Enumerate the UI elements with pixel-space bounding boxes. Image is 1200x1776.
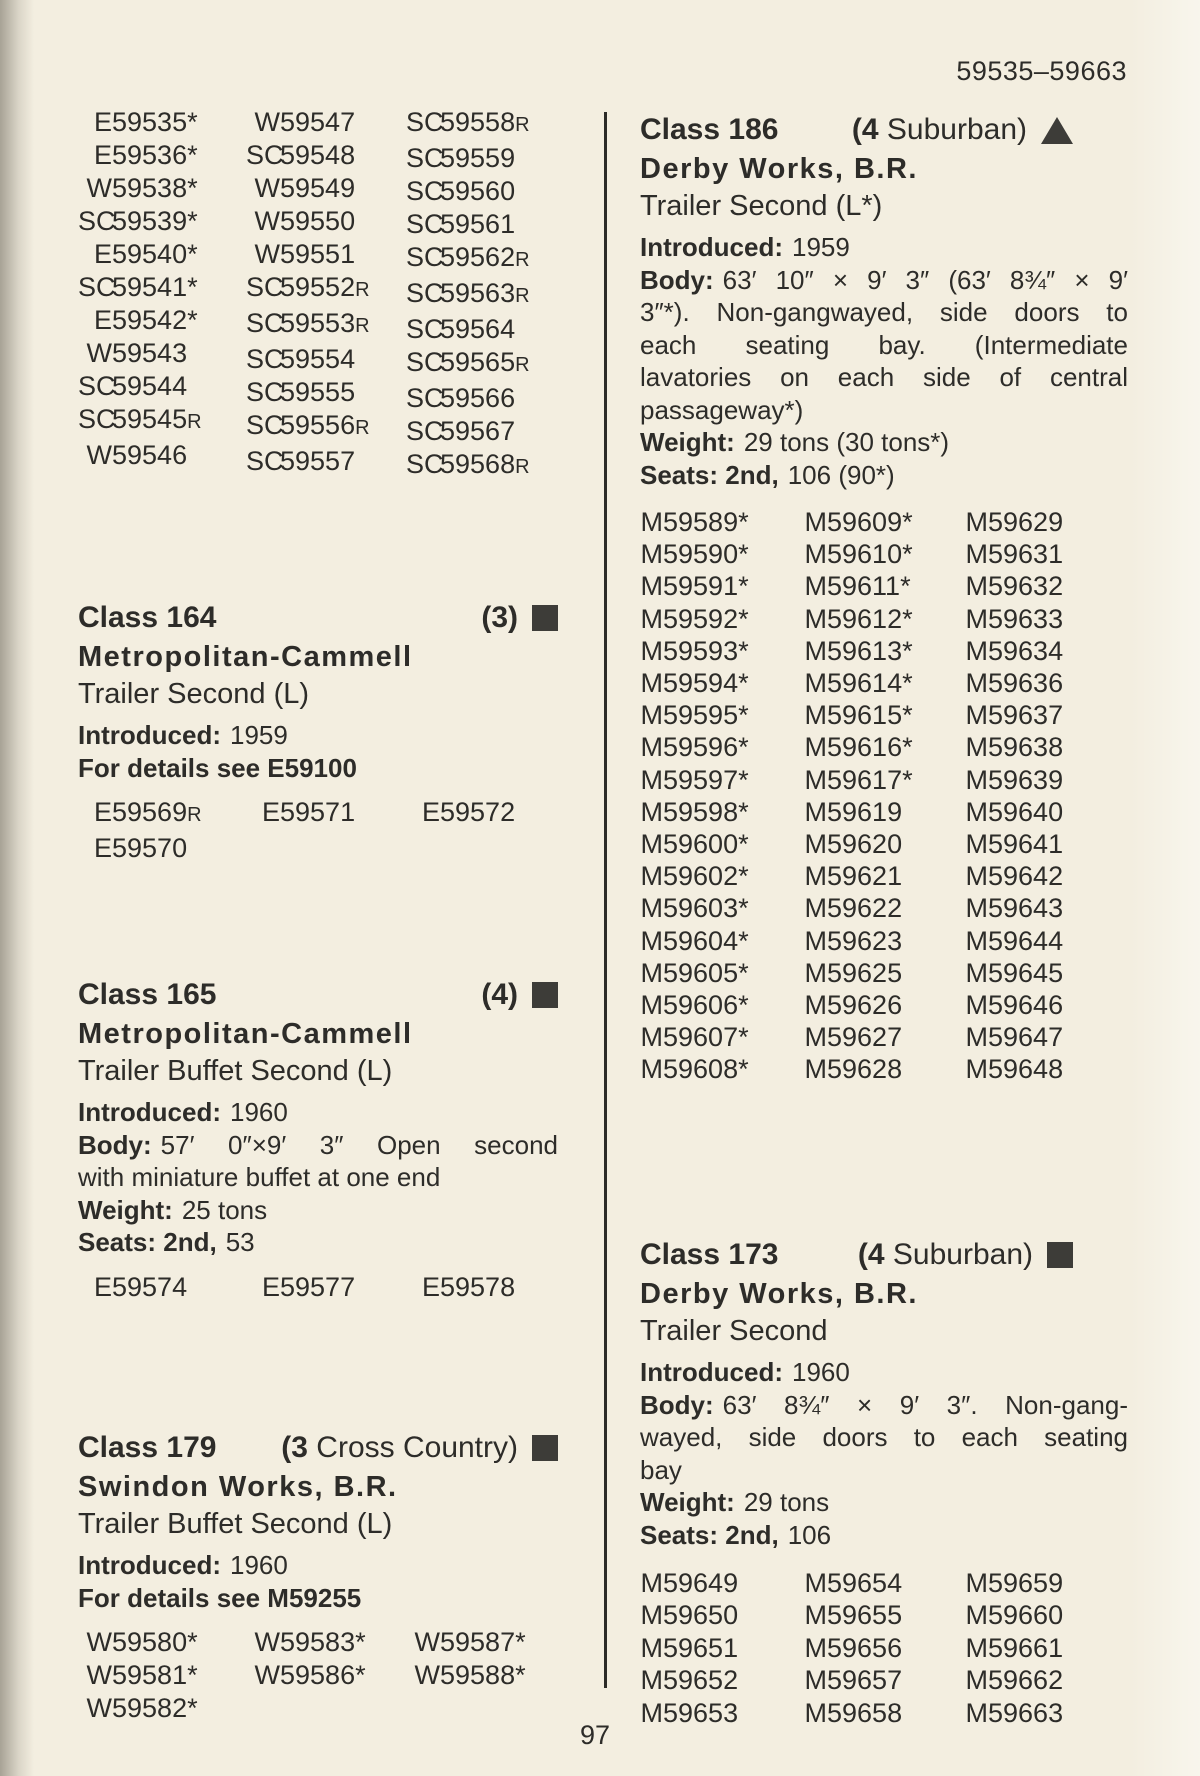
- fleet-number: M59592*: [640, 603, 749, 634]
- class-165-section: [78, 975, 558, 1304]
- fleet-number: M59663: [965, 1697, 1064, 1728]
- class-title: Class 165: [78, 978, 217, 1011]
- fleet-number: SC59548: [246, 140, 356, 170]
- fleet-number: M59639: [965, 764, 1064, 795]
- fleet-number: SC59552R: [246, 272, 370, 302]
- class-heading: [640, 1235, 1128, 1275]
- fleet-number: M59641: [965, 829, 1064, 860]
- fleet-number: M59606*: [640, 990, 749, 1021]
- builder-name: Metropolitan-Cammell: [78, 1018, 413, 1050]
- number-column: [78, 106, 246, 484]
- fleet-number: M59621: [804, 861, 903, 892]
- fleet-number: M59595*: [640, 700, 749, 731]
- fleet-number: M59646: [965, 990, 1064, 1021]
- fleet-number: M59589*: [640, 507, 749, 537]
- fleet-number: M59622: [804, 893, 903, 924]
- class-heading: [640, 110, 1128, 150]
- class-details: [78, 1549, 558, 1614]
- detail-line: For details see M59255: [78, 1582, 362, 1613]
- fleet-number: SC59545R: [78, 404, 202, 434]
- fleet-number: M59600*: [640, 829, 749, 860]
- fleet-number: W59538*: [86, 173, 198, 203]
- fleet-number: M59647: [965, 1022, 1064, 1053]
- class-count: (4 Suburban): [857, 1238, 1033, 1271]
- fleet-number: M59597*: [640, 764, 749, 795]
- fleet-number: M59648: [965, 1054, 1064, 1085]
- builder-name: Swindon Works, B.R.: [78, 1471, 398, 1503]
- fleet-number: M59656: [804, 1632, 903, 1663]
- fleet-number: SC59560: [406, 176, 516, 206]
- fleet-number: M59593*: [640, 635, 749, 666]
- detail-line: each seating bay. (Intermediate: [640, 329, 1128, 360]
- filled-triangle-icon: [1041, 117, 1073, 144]
- class-count: (4 Suburban): [851, 113, 1027, 146]
- vehicle-type: Trailer Second (L*): [640, 190, 883, 222]
- fleet-number: E59577: [261, 1271, 356, 1302]
- detail-line: Introduced: 1960: [78, 1550, 288, 1580]
- class-heading: [78, 598, 558, 638]
- vehicle-type: Trailer Second (L): [78, 678, 310, 710]
- fleet-number-table: [78, 1271, 558, 1304]
- fleet-number: M59637: [965, 700, 1064, 731]
- detail-line: Weight: 25 tons: [78, 1194, 268, 1225]
- fleet-number: M59649: [640, 1568, 739, 1598]
- fleet-number: SC59561: [406, 209, 516, 239]
- fleet-number: M59613*: [804, 635, 913, 666]
- fleet-number: M59629: [965, 507, 1064, 537]
- number-column: [246, 796, 406, 865]
- class-173-section: [640, 1235, 1128, 1729]
- detail-line: wayed, side doors to each seating: [640, 1422, 1128, 1452]
- fleet-number: W59550: [254, 206, 356, 236]
- detail-line: Seats: 2nd, 53: [78, 1227, 255, 1257]
- fleet-number: W59551: [254, 239, 356, 269]
- fleet-number: M59631: [965, 539, 1064, 570]
- class-heading: [78, 975, 558, 1015]
- fleet-number: W59586*: [254, 1660, 366, 1690]
- number-column: [799, 506, 960, 1086]
- number-column: [246, 106, 406, 484]
- fleet-number: SC59556R: [246, 410, 370, 440]
- detail-line: Introduced: 1960: [78, 1097, 288, 1127]
- detail-line: 3″*). Non-gangwayed, side doors to: [640, 297, 1128, 327]
- detail-line: passageway*): [640, 394, 804, 425]
- builder-name: Derby Works, B.R.: [640, 1278, 918, 1310]
- fleet-number: M59660: [965, 1600, 1064, 1631]
- fleet-number: M59632: [965, 571, 1064, 602]
- fleet-number: M59611*: [804, 571, 911, 602]
- running-head-number-range: 59535–59663: [956, 56, 1127, 86]
- number-column: [78, 796, 246, 865]
- fleet-number-table: [635, 506, 1105, 1086]
- fleet-number-table: [78, 1626, 558, 1725]
- detail-line: bay: [640, 1454, 682, 1485]
- fleet-number: M59596*: [640, 732, 749, 763]
- fleet-number: SC59559: [406, 143, 516, 173]
- fleet-number: M59609*: [804, 507, 913, 537]
- fleet-number: M59590*: [640, 539, 749, 570]
- fleet-number: W59583*: [254, 1627, 366, 1657]
- class-count: (3): [481, 601, 518, 634]
- fleet-number: M59591*: [640, 571, 749, 602]
- class-count: (3 Cross Country): [281, 1431, 518, 1464]
- fleet-number: E59536*: [93, 140, 198, 170]
- vehicle-type: Trailer Second: [640, 1315, 828, 1347]
- number-column: [799, 1567, 960, 1729]
- fleet-number: M59628: [804, 1054, 903, 1085]
- fleet-number: M59662: [965, 1665, 1064, 1696]
- fleet-number: M59652: [640, 1665, 739, 1696]
- detail-line: Weight: 29 tons: [640, 1487, 830, 1517]
- fleet-number: M59605*: [640, 957, 749, 988]
- filled-square-icon: [532, 982, 558, 1008]
- detail-line: Body: 57′ 0″×9′ 3″ Open second: [78, 1129, 558, 1160]
- fleet-number: SC59563R: [406, 278, 530, 308]
- detail-line: Weight: 29 tons (30 tons*): [640, 427, 950, 457]
- column-divider-rule: [604, 112, 607, 1688]
- fleet-number: M59615*: [804, 700, 913, 731]
- fleet-number: W59543: [86, 338, 188, 368]
- builder-name: Derby Works, B.R.: [640, 153, 918, 185]
- fleet-number: E59578: [421, 1271, 516, 1302]
- number-column: [960, 506, 1105, 1086]
- fleet-number: SC59541*: [78, 272, 198, 302]
- class-title: Class 164: [78, 601, 217, 634]
- fleet-number: SC59567: [406, 416, 516, 446]
- number-column: [78, 1271, 246, 1304]
- detail-line: Body: 63′ 8¾″ × 9′ 3″. Non-gang-: [640, 1389, 1128, 1420]
- fleet-number: E59569R: [93, 797, 202, 827]
- fleet-number: M59626: [804, 990, 903, 1021]
- fleet-number: M59625: [804, 957, 903, 988]
- fleet-number: M59650: [640, 1600, 739, 1631]
- fleet-number: M59620: [804, 829, 903, 860]
- vehicle-type: Trailer Buffet Second (L): [78, 1055, 393, 1087]
- fleet-number: M59594*: [640, 668, 749, 699]
- fleet-number: M59610*: [804, 539, 913, 570]
- fleet-number: SC59558R: [406, 107, 530, 137]
- fleet-number: M59617*: [804, 764, 913, 795]
- binding-gutter-shadow: [0, 0, 34, 1776]
- page-edge-highlight: [1130, 0, 1200, 1776]
- fleet-number: M59608*: [640, 1054, 749, 1085]
- detail-line: with miniature buffet at one end: [78, 1162, 441, 1192]
- fleet-number: SC59555: [246, 377, 356, 407]
- class-count: (4): [481, 978, 518, 1011]
- fleet-number: M59659: [965, 1568, 1064, 1598]
- number-column: [246, 1271, 406, 1304]
- fleet-number: M59603*: [640, 893, 749, 924]
- fleet-number: W59587*: [414, 1627, 526, 1657]
- fleet-number: M59643: [965, 893, 1064, 924]
- fleet-number: E59535*: [93, 107, 198, 137]
- fleet-number: W59547: [254, 107, 356, 137]
- fleet-number: M59658: [804, 1697, 903, 1728]
- fleet-number: M59644: [965, 925, 1064, 956]
- fleet-number: M59612*: [804, 603, 913, 634]
- detail-line: Body: 63′ 10″ × 9′ 3″ (63′ 8¾″ × 9′: [640, 264, 1128, 295]
- fleet-number: M59598*: [640, 796, 749, 827]
- detail-line: Introduced: 1959: [640, 232, 850, 262]
- fleet-number: M59607*: [640, 1022, 749, 1053]
- fleet-number: SC59544: [78, 371, 188, 401]
- fleet-number: M59642: [965, 861, 1064, 892]
- fleet-number: M59640: [965, 796, 1064, 827]
- class-details: [640, 231, 1128, 491]
- fleet-number-table: [78, 796, 558, 865]
- fleet-number: M59657: [804, 1665, 903, 1696]
- detail-line: lavatories on each side of central: [640, 362, 1128, 392]
- number-column: [635, 1567, 799, 1729]
- fleet-number: W59546: [86, 440, 188, 470]
- number-column: [960, 1567, 1105, 1729]
- fleet-number: SC59557: [246, 446, 356, 476]
- fleet-number: M59604*: [640, 925, 749, 956]
- detail-line: Introduced: 1959: [78, 720, 288, 750]
- fleet-number: M59645: [965, 957, 1064, 988]
- class-164-section: [78, 598, 558, 865]
- fleet-number: E59542*: [93, 305, 198, 335]
- class-179-section: [78, 1428, 558, 1725]
- page-number: 97: [579, 1720, 611, 1750]
- number-column: [406, 106, 558, 484]
- fleet-number: E59574: [93, 1271, 188, 1302]
- fleet-number: M59602*: [640, 861, 749, 892]
- filled-square-icon: [532, 605, 558, 631]
- number-column: [406, 1626, 558, 1725]
- number-column: [406, 1271, 558, 1304]
- fleet-number-table: [635, 1567, 1105, 1729]
- number-column: [78, 1626, 246, 1725]
- fleet-number: M59638: [965, 732, 1064, 763]
- fleet-number: M59633: [965, 603, 1064, 634]
- class-title: Class 186: [640, 113, 779, 146]
- class-details: [640, 1356, 1128, 1551]
- fleet-number: SC59564: [406, 314, 516, 344]
- detail-line: Seats: 2nd, 106 (90*): [640, 459, 895, 490]
- fleet-number: SC59539*: [78, 206, 198, 236]
- class-details: [78, 719, 558, 784]
- fleet-number: M59616*: [804, 732, 913, 763]
- fleet-number: M59653: [640, 1697, 739, 1728]
- fleet-number: E59540*: [93, 239, 198, 269]
- fleet-number: W59580*: [86, 1627, 198, 1657]
- fleet-number: M59636: [965, 668, 1064, 699]
- filled-square-icon: [532, 1435, 558, 1461]
- fleet-number-table-59535-group: [78, 106, 558, 484]
- number-column: [635, 506, 799, 1086]
- fleet-number: M59651: [640, 1632, 739, 1663]
- number-column: [406, 796, 558, 865]
- fleet-number: E59570: [93, 833, 188, 863]
- class-details: [78, 1096, 558, 1259]
- fleet-number: M59619: [804, 796, 903, 827]
- fleet-number: SC59554: [246, 344, 356, 374]
- fleet-number: M59627: [804, 1022, 903, 1053]
- fleet-number: M59634: [965, 635, 1064, 666]
- fleet-number: M59614*: [804, 668, 913, 699]
- fleet-number: M59623: [804, 925, 903, 956]
- fleet-number: M59654: [804, 1568, 903, 1598]
- fleet-number: SC59562R: [406, 242, 530, 272]
- fleet-number: SC59566: [406, 383, 516, 413]
- detail-line: For details see E59100: [78, 752, 357, 783]
- filled-square-icon: [1047, 1242, 1073, 1268]
- class-186-section: [640, 110, 1128, 1086]
- fleet-number: W59549: [254, 173, 356, 203]
- number-column: [246, 1626, 406, 1725]
- detail-line: Seats: 2nd, 106: [640, 1519, 832, 1550]
- fleet-number: W59581*: [86, 1660, 198, 1690]
- detail-line: Introduced: 1960: [640, 1357, 850, 1387]
- fleet-number: SC59553R: [246, 308, 370, 338]
- builder-name: Metropolitan-Cammell: [78, 641, 413, 673]
- fleet-number: E59572: [421, 797, 516, 827]
- fleet-number: M59655: [804, 1600, 903, 1631]
- fleet-number: SC59568R: [406, 449, 530, 479]
- fleet-number: SC59565R: [406, 347, 530, 377]
- fleet-number: W59582*: [86, 1693, 198, 1723]
- class-title: Class 173: [640, 1238, 779, 1271]
- fleet-number: W59588*: [414, 1660, 526, 1690]
- fleet-number: M59661: [965, 1632, 1064, 1663]
- class-title: Class 179: [78, 1431, 217, 1464]
- fleet-number: E59571: [261, 797, 356, 827]
- vehicle-type: Trailer Buffet Second (L): [78, 1508, 393, 1540]
- class-heading: [78, 1428, 558, 1468]
